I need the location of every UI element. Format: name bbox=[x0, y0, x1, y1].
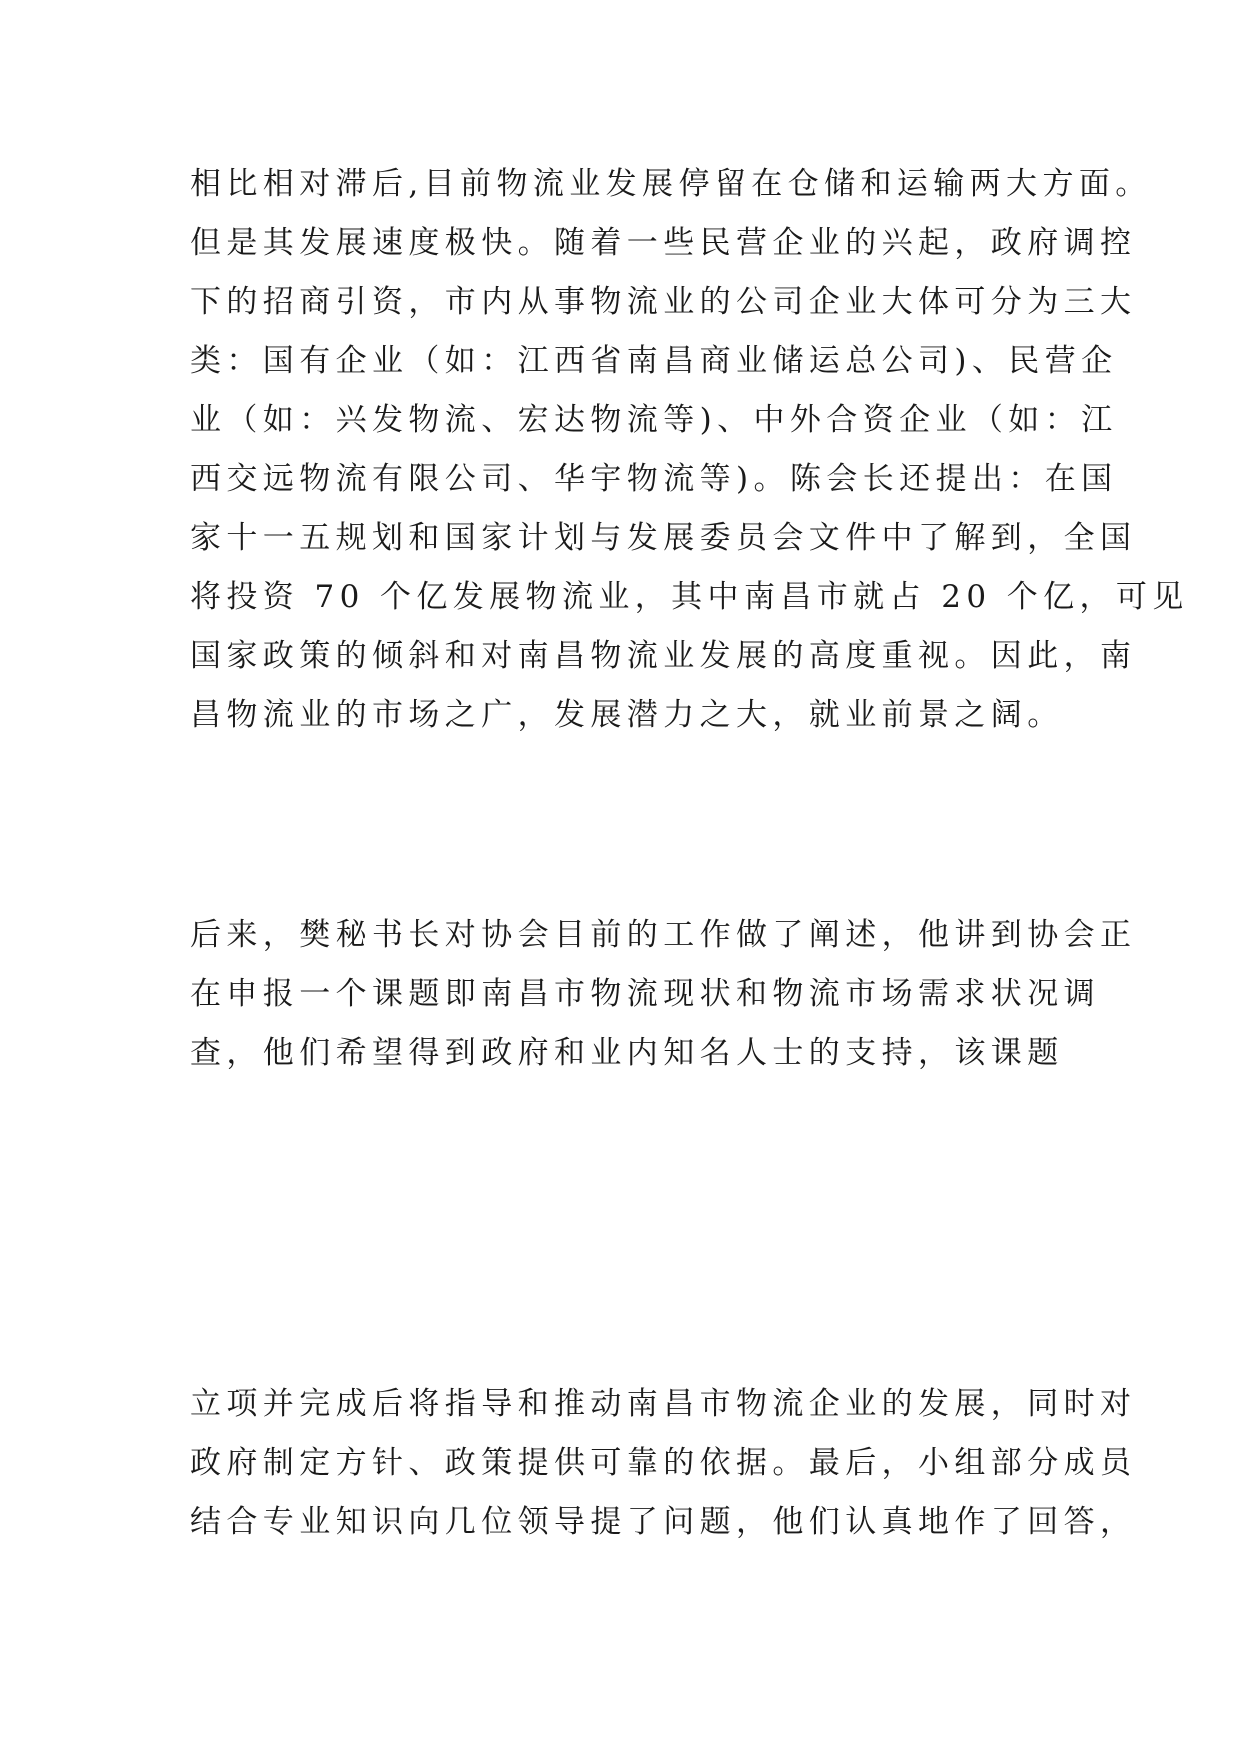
text-line: 昌物流业的市场之广，发展潜力之大，就业前景之阔。 bbox=[190, 697, 1064, 733]
text-line: 相比相对滞后,目前物流业发展停留在仓储和运输两大方面。 bbox=[190, 166, 1152, 202]
text-line: 下的招商引资，市内从事物流业的公司企业大体可分为三大 bbox=[190, 284, 1137, 320]
text-line: 西交远物流有限公司、华宇物流等)。陈会长还提出：在国 bbox=[190, 461, 1118, 497]
text-line: 结合专业知识向几位领导提了问题，他们认真地作了回答， bbox=[190, 1504, 1137, 1540]
text-line: 在申报一个课题即南昌市物流现状和物流市场需求状况调 bbox=[190, 976, 1100, 1012]
text-line: 国家政策的倾斜和对南昌物流业发展的高度重视。因此，南 bbox=[190, 638, 1137, 674]
text-line: 类：国有企业（如：江西省南昌商业储运总公司)、民营企 bbox=[190, 343, 1118, 379]
text-line: 立项并完成后将指导和推动南昌市物流企业的发展，同时对 bbox=[190, 1386, 1137, 1422]
text-line: 业（如：兴发物流、宏达物流等)、中外合资企业（如：江 bbox=[190, 402, 1118, 438]
text-line: 后来，樊秘书长对协会目前的工作做了阐述，他讲到协会正 bbox=[190, 917, 1137, 953]
text-line: 家十一五规划和国家计划与发展委员会文件中了解到，全国 bbox=[190, 520, 1137, 556]
text-line: 将投资 70 个亿发展物流业，其中南昌市就占 20 个亿，可见 bbox=[190, 579, 1189, 615]
text-line: 但是其发展速度极快。随着一些民营企业的兴起，政府调控 bbox=[190, 225, 1137, 261]
text-line: 政府制定方针、政策提供可靠的依据。最后，小组部分成员 bbox=[190, 1445, 1137, 1481]
text-line: 查，他们希望得到政府和业内知名人士的支持，该课题 bbox=[190, 1035, 1064, 1071]
